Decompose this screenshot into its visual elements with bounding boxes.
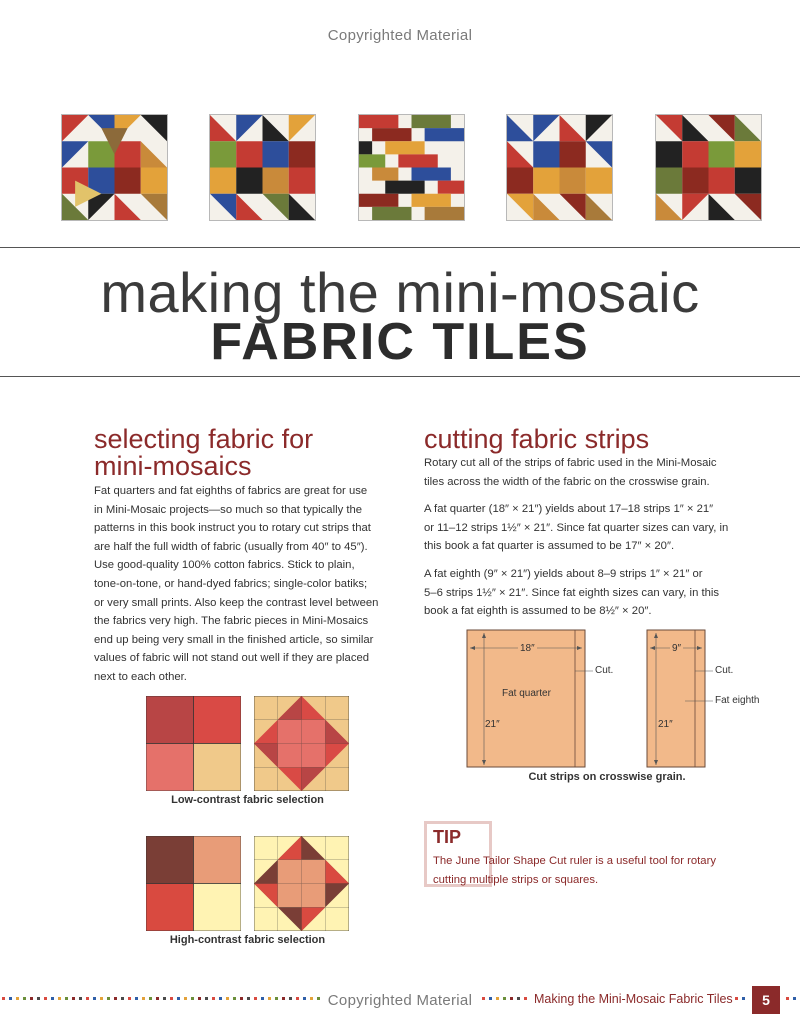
- fq-width-label: 18″: [520, 643, 535, 654]
- fe-cut-label: Cut.: [715, 665, 734, 676]
- fq-label: Fat quarter: [502, 688, 551, 699]
- cutting-line: 5–6 strips 1½″ × 21″. Since fat eighth sizes can vary, in this: [424, 586, 720, 599]
- fe-width-label: 9″: [672, 643, 682, 654]
- cutting-line: or 11–12 strips 1½″ × 21″. Since fat quarter sizes can vary, in: [424, 521, 729, 534]
- header-tiles: [61, 114, 764, 222]
- selecting-line: Use good-quality 100% cotton fabrics. Stick to plain,: [94, 559, 355, 572]
- high-contrast-four-patch: [146, 836, 241, 931]
- quilt-tile-3: [358, 114, 465, 221]
- tip-text: [433, 852, 753, 890]
- selecting-line: next to each other.: [94, 670, 187, 683]
- low-contrast-caption: Low-contrast fabric selection: [171, 794, 324, 806]
- selecting-line: patterns in this book instruct you to rotary cut strips that: [94, 522, 371, 535]
- cutting-line: A fat eighth (9″ × 21″) yields about 8–9 strips 1″ × 21″ or: [424, 567, 703, 580]
- tip-line: The June Tailor Shape Cut ruler is a useful tool for rotary: [433, 855, 716, 867]
- cutting-text: [424, 454, 764, 630]
- fe-label: Fat eighth: [715, 695, 760, 706]
- watermark-bottom: Copyrighted Material: [327, 992, 473, 1009]
- cutting-para-2: [424, 500, 764, 556]
- tip-box: [424, 821, 764, 891]
- low-contrast-four-patch: [146, 696, 241, 791]
- watermark-top: Copyrighted Material: [327, 27, 473, 44]
- selecting-paragraph: [94, 482, 399, 687]
- selecting-line: are half the full width of fabric (usually from 40″ to 45″).: [94, 540, 368, 553]
- selecting-heading-line1: selecting fabric for: [94, 424, 314, 454]
- tip-label: TIP: [433, 827, 462, 847]
- cutting-para-1: [424, 454, 764, 491]
- cutting-line: Rotary cut all of the strips of fabric used in the Mini-Mosaic: [424, 457, 717, 469]
- fq-height-label: 21″: [485, 719, 500, 730]
- selecting-line: values of fabric will not stand out well if they are placed: [94, 652, 370, 665]
- cutting-line: A fat quarter (18″ × 21″) yields about 17–18 strips 1″ × 21″: [424, 503, 714, 516]
- cutting-diagram-caption: Cut strips on crosswise grain.: [528, 771, 686, 783]
- quilt-tile-2: [209, 114, 316, 221]
- low-contrast-star: [254, 696, 349, 791]
- tip-line: cutting multiple strips or squares.: [433, 874, 599, 886]
- page-number: 5: [752, 986, 780, 1014]
- page-title-line1: making the mini-mosaic: [100, 261, 700, 324]
- page-title-line2: FABRIC TILES: [210, 313, 590, 371]
- selecting-line: the fabrics very high. The fabric pieces in Mini-Mosaics: [94, 615, 369, 628]
- fe-height-label: 21″: [658, 719, 673, 730]
- footer-section-title: Making the Mini-Mosaic Fabric Tiles: [534, 992, 733, 1006]
- selecting-line: tone-on-tone, or hand-dyed fabrics; single-color batiks;: [94, 577, 368, 590]
- title-band: [0, 247, 800, 377]
- quilt-tile-1: [61, 114, 168, 221]
- high-contrast-star: [254, 836, 349, 931]
- selecting-line: Fat quarters and fat eighths of fabrics are great for use: [94, 485, 368, 497]
- fq-cut-label: Cut.: [595, 665, 614, 676]
- cutting-line: tiles across the width of the fabric on the crosswise grain.: [424, 475, 710, 488]
- quilt-tile-5: [655, 114, 762, 221]
- cutting-line: book a fat eighth is assumed to be 8½″ × 20″.: [424, 605, 652, 618]
- selecting-heading-line2: mini-mosaics: [94, 451, 252, 481]
- selecting-line: in Mini-Mosaic projects—so much so that typically the: [94, 503, 363, 516]
- cutting-para-3: [424, 565, 764, 621]
- selecting-line: end up being very small in the finished article, so similar: [94, 633, 374, 646]
- cutting-heading: cutting fabric strips: [424, 424, 650, 454]
- cutting-line: this book a fat quarter is assumed to be 17″ × 20″.: [424, 540, 675, 553]
- selecting-heading: [94, 426, 313, 480]
- high-contrast-caption: High-contrast fabric selection: [169, 934, 326, 946]
- selecting-line: or very small prints. Also keep the contrast level between: [94, 596, 379, 609]
- quilt-tile-4: [506, 114, 613, 221]
